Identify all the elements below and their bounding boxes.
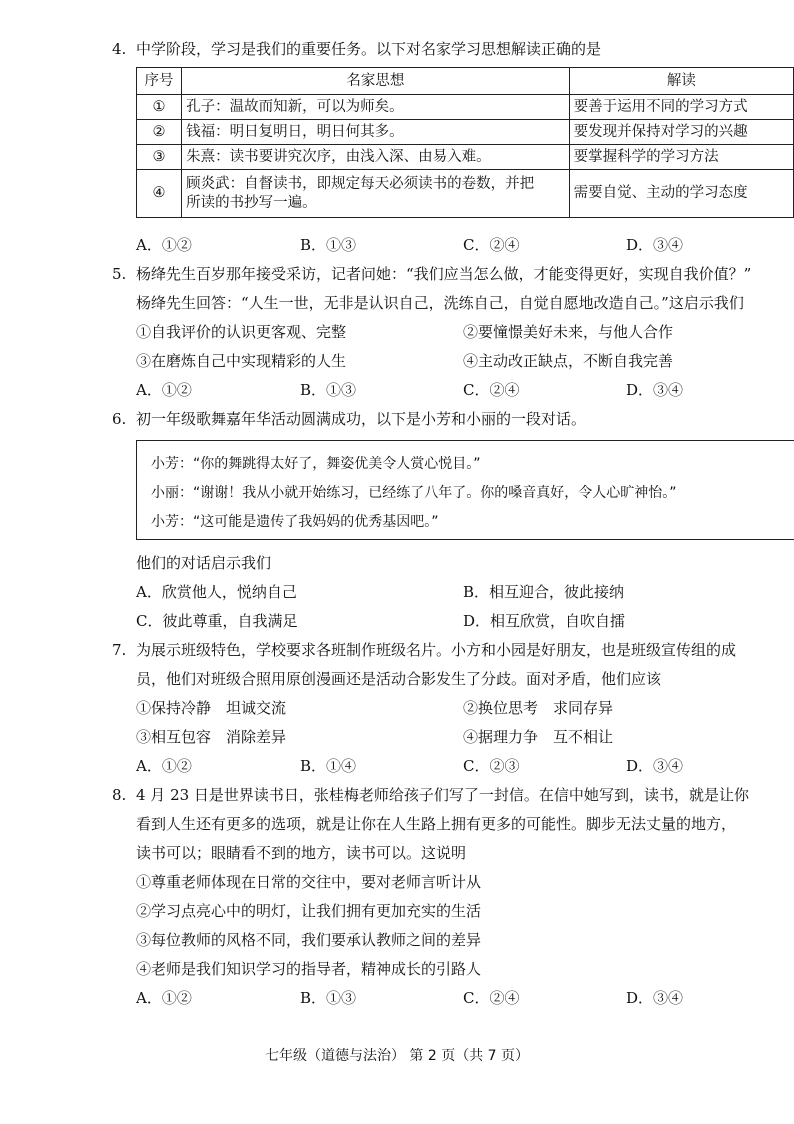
table-cell-idea-line: 所读的书抄写一遍。 [186, 194, 317, 211]
question-7-line: 为展示班级特色，学校要求各班制作班级名片。小方和小园是好朋友，也是班级宣传组的成 [136, 641, 737, 659]
question-5-line: 杨绛先生百岁那年接受采访，记者问她：“我们应当怎么做，才能变得更好，实现自我价值？” [136, 265, 752, 283]
question-8-option-b: B．①③ [300, 989, 357, 1007]
question-7-statement: ①保持冷静 坦诚交流 [136, 699, 287, 717]
question-4-option-c: C．②④ [463, 236, 520, 254]
question-4-number: 4. [112, 40, 127, 58]
question-7-number: 7. [112, 641, 127, 659]
question-4-option-a: A．①② [136, 236, 192, 254]
table-cell-reading: 需要自觉、主动的学习态度 [569, 170, 793, 218]
table-cell-no: ④ [137, 170, 182, 218]
table-cell-idea: 孔子：温故而知新，可以为师矣。 [182, 95, 570, 120]
question-6-number: 6. [112, 410, 127, 428]
question-6-stem: 初一年级歌舞嘉年华活动圆满成功，以下是小芳和小丽的一段对话。 [136, 410, 587, 428]
question-4-table [136, 67, 794, 218]
question-8-number: 8. [112, 786, 127, 804]
question-7-line: 员，他们对班级合照用原创漫画还是活动合影发生了分歧。面对矛盾，他们应该 [136, 670, 662, 688]
table-cell-no: ② [137, 120, 182, 145]
dialogue-box [136, 440, 794, 540]
question-5-statement: ②要憧憬美好未来，与他人合作 [463, 323, 674, 341]
table-cell-reading: 要善于运用不同的学习方式 [569, 95, 793, 120]
table-cell-idea: 朱熹：读书要讲究次序，由浅入深、由易入难。 [182, 145, 570, 170]
question-5-number: 5. [112, 265, 127, 283]
question-8-statement: ④老师是我们知识学习的指导者，精神成长的引路人 [136, 960, 482, 978]
question-8-line: 看到人生还有更多的选项，就是让你在人生路上拥有更多的可能性。脚步无法丈量的地方， [136, 815, 737, 833]
table-cell-idea [182, 170, 570, 218]
question-6-option-d: D．相互欣赏，自吹自擂 [463, 612, 626, 630]
question-8-statement: ③每位教师的风格不同，我们要承认教师之间的差异 [136, 931, 482, 949]
question-4-stem: 中学阶段，学习是我们的重要任务。以下对名家学习思想解读正确的是 [136, 40, 602, 58]
table-row [137, 145, 794, 170]
question-7-statement: ④据理力争 互不相让 [463, 728, 614, 746]
table-cell-reading: 要发现并保持对学习的兴趣 [569, 120, 793, 145]
table-header-row [137, 68, 794, 95]
question-8-line: 4 月 23 日是世界读书日，张桂梅老师给孩子们写了一封信。在信中她写到，读书，就是让你 [136, 786, 749, 804]
question-4-option-d: D．③④ [626, 236, 684, 254]
question-6-option-a: A．欣赏他人，悦纳自己 [136, 583, 297, 601]
page-footer: 七年级（道德与法治） 第 2 页（共 7 页） [264, 1048, 530, 1064]
table-header-cell: 解读 [569, 68, 793, 95]
question-7-statement: ②换位思考 求同存异 [463, 699, 614, 717]
question-8-option-a: A．①② [136, 989, 192, 1007]
question-5-option-d: D．③④ [626, 381, 684, 399]
question-7-option-a: A．①② [136, 757, 192, 775]
dialogue-line: 小芳：“这可能是遗传了我妈妈的优秀基因吧。” [151, 514, 439, 530]
dialogue-line: 小丽：“谢谢！我从小就开始练习，已经练了八年了。你的嗓音真好，令人心旷神怡。” [151, 485, 677, 501]
question-5-statement: ①自我评价的认识更客观、完整 [136, 323, 347, 341]
question-5-statement: ④主动改正缺点，不断自我完善 [463, 352, 674, 370]
question-8-statement: ①尊重老师体现在日常的交往中，要对老师言听计从 [136, 873, 482, 891]
question-7-option-c: C．②③ [463, 757, 520, 775]
question-8-option-c: C．②④ [463, 989, 520, 1007]
table-cell-idea-line: 顾炎武：自督读书，即规定每天必须读书的卷数，并把 [186, 175, 535, 192]
table-cell-no: ③ [137, 145, 182, 170]
table-row [137, 170, 794, 218]
table-row [137, 120, 794, 145]
question-8-statement: ②学习点亮心中的明灯，让我们拥有更加充实的生活 [136, 902, 482, 920]
table-cell-idea: 钱福：明日复明日，明日何其多。 [182, 120, 570, 145]
question-5-option-c: C．②④ [463, 381, 520, 399]
question-4-option-b: B．①③ [300, 236, 357, 254]
question-7-option-b: B．①④ [300, 757, 357, 775]
question-6-after: 他们的对话启示我们 [136, 554, 272, 572]
question-6-option-b: B．相互迎合，彼此接纳 [463, 583, 625, 601]
question-7-option-d: D．③④ [626, 757, 684, 775]
question-6-option-c: C．彼此尊重，自我满足 [136, 612, 298, 630]
table-row [137, 95, 794, 120]
table-cell-no: ① [137, 95, 182, 120]
table-cell-reading: 要掌握科学的学习方法 [569, 145, 793, 170]
dialogue-line: 小芳：“你的舞跳得太好了，舞姿优美令人赏心悦目。” [151, 456, 481, 472]
question-5-option-a: A．①② [136, 381, 192, 399]
question-5-option-b: B．①③ [300, 381, 357, 399]
table-header-cell: 序号 [137, 68, 182, 95]
question-7-statement: ③相互包容 消除差异 [136, 728, 287, 746]
table-header-cell: 名家思想 [182, 68, 570, 95]
question-8-option-d: D．③④ [626, 989, 684, 1007]
question-5-line: 杨绛先生回答：“人生一世，无非是认识自己，洗练自己，自觉自愿地改造自己。”这启示我们 [136, 294, 744, 312]
question-8-line: 读书可以；眼睛看不到的地方，读书可以。这说明 [136, 844, 467, 862]
question-5-statement: ③在磨炼自己中实现精彩的人生 [136, 352, 347, 370]
